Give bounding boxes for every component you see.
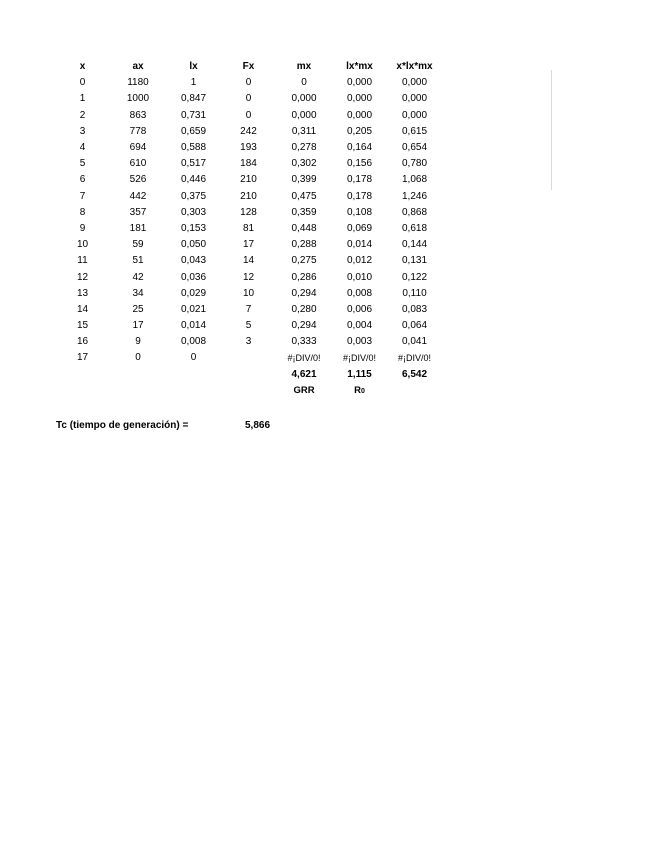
cell-mx[interactable]: 0,475 xyxy=(291,190,317,202)
cell-fx[interactable]: 128 xyxy=(240,206,257,218)
cell-fx[interactable]: 0 xyxy=(245,77,252,89)
cell-fx[interactable]: 14 xyxy=(242,255,255,267)
cell-lx-mx[interactable]: 0,000 xyxy=(346,77,373,89)
cell-lx-mx[interactable]: 0,108 xyxy=(346,206,373,218)
cell-lx[interactable]: 0,375 xyxy=(180,190,207,202)
cell-ax[interactable]: 34 xyxy=(132,287,144,299)
cell-x-lx-mx[interactable]: 0,083 xyxy=(401,303,428,315)
cell-x-lx-mx[interactable]: 0,000 xyxy=(401,93,428,105)
table-row xyxy=(55,108,442,124)
cell-mx[interactable]: 0,333 xyxy=(291,336,317,348)
table-row xyxy=(55,334,442,350)
cell-lx-mx[interactable]: 0,156 xyxy=(346,158,373,170)
total-mx[interactable]: 4,621 xyxy=(291,368,317,380)
cell-fx[interactable]: 242 xyxy=(240,125,257,137)
cell-fx[interactable]: 193 xyxy=(240,142,257,154)
table-body xyxy=(55,75,442,366)
cell-lx[interactable]: 0,043 xyxy=(180,255,207,267)
table-row xyxy=(55,140,442,156)
cell-x-lx-mx[interactable]: 0,131 xyxy=(401,255,428,267)
cell-lx-mx[interactable]: 0,012 xyxy=(346,255,373,267)
cell-fx[interactable]: 184 xyxy=(240,158,257,170)
cell-lx-mx[interactable]: 0,000 xyxy=(346,109,373,121)
table-row xyxy=(55,318,442,334)
cell-fx[interactable]: 17 xyxy=(242,239,255,251)
cell-lx[interactable]: 0,008 xyxy=(180,336,207,348)
cell-ax[interactable]: 9 xyxy=(135,336,141,348)
cell-ax[interactable]: 42 xyxy=(132,271,144,283)
cell-ax[interactable]: 778 xyxy=(129,125,147,137)
empty-cell[interactable] xyxy=(55,383,110,400)
cell-lx[interactable]: 0 xyxy=(190,352,197,364)
table-row xyxy=(55,124,442,140)
cell-mx[interactable]: 0,448 xyxy=(291,222,317,234)
cell-lx-mx[interactable]: 0,006 xyxy=(346,303,373,315)
cell-ax[interactable]: 694 xyxy=(129,142,147,154)
cell-x[interactable]: 6 xyxy=(79,174,86,186)
cell-ax[interactable]: 59 xyxy=(132,239,144,251)
cell-lx-mx[interactable]: 0,069 xyxy=(346,222,373,234)
cell-x-lx-mx[interactable]: 0,122 xyxy=(401,271,428,283)
r0-base: R xyxy=(354,384,361,396)
cell-mx[interactable]: 0,275 xyxy=(291,255,317,267)
cell-fx[interactable]: 210 xyxy=(240,190,257,202)
cell-lx[interactable]: 0,029 xyxy=(180,287,207,299)
cell-fx[interactable] xyxy=(221,350,276,366)
table-row xyxy=(55,156,442,172)
cell-x[interactable]: 10 xyxy=(76,239,89,251)
cell-x[interactable]: 3 xyxy=(79,125,86,137)
cell-lx-mx[interactable]: 0,178 xyxy=(346,174,373,186)
cell-lx-mx[interactable]: 0,004 xyxy=(346,320,373,332)
cell-mx[interactable]: 0 xyxy=(301,77,307,89)
cell-x[interactable]: 17 xyxy=(76,352,89,364)
cell-x-lx-mx[interactable]: 0,144 xyxy=(401,239,428,251)
table-row xyxy=(55,302,442,318)
cell-mx[interactable]: 0,311 xyxy=(291,125,317,137)
cell-mx[interactable]: 0,302 xyxy=(291,158,317,170)
totals-row xyxy=(55,367,442,383)
empty-cell[interactable] xyxy=(387,383,442,400)
cell-fx[interactable]: 210 xyxy=(240,174,257,186)
table-row xyxy=(55,91,442,107)
cell-fx[interactable]: 0 xyxy=(245,109,252,121)
header-lx[interactable]: lx xyxy=(189,61,198,73)
cell-x[interactable]: 5 xyxy=(79,158,86,170)
header-ax[interactable]: ax xyxy=(132,61,144,73)
cell-lx[interactable]: 0,446 xyxy=(180,174,207,186)
cell-mx[interactable]: 0,278 xyxy=(291,142,317,154)
cell-lx[interactable]: 0,050 xyxy=(180,239,207,251)
cell-ax[interactable]: 526 xyxy=(129,174,147,186)
cell-lx-mx[interactable]: 0,003 xyxy=(346,336,373,348)
cell-lx[interactable]: 0,588 xyxy=(180,142,207,154)
life-table xyxy=(55,59,442,400)
cell-x-lx-mx[interactable]: 1,246 xyxy=(401,190,428,202)
cell-x[interactable]: 0 xyxy=(79,77,86,89)
empty-cell[interactable] xyxy=(166,367,221,383)
cell-x-lx-mx[interactable]: 0,000 xyxy=(401,109,428,121)
cell-mx[interactable]: 0,000 xyxy=(291,109,317,121)
header-row xyxy=(55,59,442,75)
cell-x[interactable]: 2 xyxy=(79,109,86,121)
empty-cell[interactable] xyxy=(221,383,276,400)
cell-lx-mx[interactable]: 0,164 xyxy=(346,142,373,154)
table-row xyxy=(55,269,442,285)
total-x-lx-mx[interactable]: 6,542 xyxy=(401,368,428,380)
header-mx[interactable]: mx xyxy=(296,61,312,73)
table-row xyxy=(55,205,442,221)
table-row xyxy=(55,75,442,91)
cell-mx[interactable]: 0,294 xyxy=(291,287,317,299)
cell-lx[interactable]: 0,517 xyxy=(180,158,207,170)
header-lx-mx[interactable]: lx*mx xyxy=(346,61,373,73)
cell-ax[interactable]: 863 xyxy=(129,109,147,121)
table-row xyxy=(55,286,442,302)
cell-lx[interactable]: 0,847 xyxy=(180,93,207,105)
total-lx-mx[interactable]: 1,115 xyxy=(347,368,372,380)
cell-ax[interactable]: 1180 xyxy=(127,77,149,89)
cell-lx[interactable]: 0,153 xyxy=(180,222,207,234)
cell-fx[interactable]: 0 xyxy=(245,93,252,105)
r0-label[interactable] xyxy=(332,383,387,400)
table-row xyxy=(55,189,442,205)
empty-cell[interactable] xyxy=(110,383,166,400)
cell-lx-mx[interactable]: 0,178 xyxy=(346,190,373,202)
cell-x[interactable]: 16 xyxy=(76,336,89,348)
cell-x-lx-mx[interactable]: 0,615 xyxy=(401,125,428,137)
cell-mx[interactable]: #¡DIV/0! xyxy=(287,353,321,364)
empty-cell[interactable] xyxy=(166,383,221,400)
cell-x-lx-mx[interactable]: 0,064 xyxy=(401,320,428,332)
header-fx[interactable]: Fx xyxy=(242,61,255,73)
cell-x[interactable]: 8 xyxy=(79,206,86,218)
cell-ax[interactable]: 1000 xyxy=(126,93,150,105)
cell-mx[interactable]: 0,280 xyxy=(291,303,317,315)
header-x-lx-mx[interactable]: x*lx*mx xyxy=(396,61,433,73)
cell-ax[interactable]: 0 xyxy=(135,352,141,364)
table-row xyxy=(55,221,442,237)
cell-x-lx-mx[interactable]: 0,110 xyxy=(402,287,427,299)
cell-lx-mx[interactable]: 0,008 xyxy=(346,287,373,299)
cell-ax[interactable]: 610 xyxy=(129,158,147,170)
cell-ax[interactable]: 357 xyxy=(129,206,147,218)
empty-cell[interactable] xyxy=(55,367,110,383)
cell-x[interactable]: 15 xyxy=(76,320,89,332)
cell-mx[interactable]: 0,288 xyxy=(291,239,317,251)
cell-mx[interactable]: 0,000 xyxy=(291,93,317,105)
generation-time-label[interactable]: Tc (tiempo de generación) = xyxy=(56,420,189,431)
cell-fx[interactable]: 3 xyxy=(245,336,252,348)
cell-x-lx-mx[interactable]: 0,041 xyxy=(401,336,428,348)
cell-ax[interactable]: 181 xyxy=(129,222,147,234)
cell-lx-mx[interactable]: 0,010 xyxy=(346,271,373,283)
header-x[interactable]: x xyxy=(79,61,86,73)
cell-x[interactable]: 12 xyxy=(76,271,89,283)
cell-mx[interactable]: 0,294 xyxy=(291,320,317,332)
cell-fx[interactable]: 5 xyxy=(245,320,252,332)
cell-lx[interactable]: 0,014 xyxy=(180,320,207,332)
cell-x-lx-mx[interactable]: 0,618 xyxy=(401,222,428,234)
cell-lx[interactable]: 0,303 xyxy=(180,206,207,218)
cell-x[interactable]: 4 xyxy=(79,142,86,154)
cell-fx[interactable]: 12 xyxy=(242,271,255,283)
r0-subscript: 0 xyxy=(360,387,365,395)
cell-x[interactable]: 1 xyxy=(79,93,86,105)
generation-time-value[interactable]: 5,866 xyxy=(245,420,271,431)
cell-lx[interactable]: 1 xyxy=(190,77,197,89)
cell-lx[interactable]: 0,731 xyxy=(180,109,207,121)
cell-lx[interactable]: 0,036 xyxy=(180,271,207,283)
cell-fx[interactable]: 10 xyxy=(242,287,255,299)
cell-fx[interactable]: 7 xyxy=(245,303,252,315)
grr-label[interactable]: GRR xyxy=(293,385,315,397)
cell-x-lx-mx[interactable]: 0,780 xyxy=(401,158,428,170)
cell-ax[interactable]: 25 xyxy=(132,303,144,315)
table-row xyxy=(55,237,442,253)
cell-x-lx-mx[interactable]: 0,654 xyxy=(401,142,428,154)
empty-cell[interactable] xyxy=(110,367,166,383)
table-row xyxy=(55,350,442,366)
labels-row xyxy=(55,383,442,400)
cell-fx[interactable]: 81 xyxy=(242,222,255,234)
cell-x-lx-mx[interactable]: #¡DIV/0! xyxy=(397,353,431,364)
cell-x-lx-mx[interactable]: 1,068 xyxy=(401,174,428,186)
cell-ax[interactable]: 17 xyxy=(132,320,144,332)
cell-lx-mx[interactable]: 0,000 xyxy=(346,93,373,105)
cell-x[interactable]: 14 xyxy=(76,303,89,315)
cell-x[interactable]: 13 xyxy=(76,287,89,299)
cell-mx[interactable]: 0,399 xyxy=(291,174,317,186)
cell-x[interactable]: 11 xyxy=(77,255,88,267)
cell-ax[interactable]: 51 xyxy=(132,255,144,267)
table-row xyxy=(55,253,442,269)
cell-mx[interactable]: 0,359 xyxy=(291,206,317,218)
cell-x[interactable]: 7 xyxy=(79,190,86,202)
column-divider-line xyxy=(551,70,552,190)
empty-cell[interactable] xyxy=(221,367,276,383)
cell-lx[interactable]: 0,021 xyxy=(180,303,207,315)
cell-lx-mx[interactable]: #¡DIV/0! xyxy=(342,353,376,364)
cell-lx[interactable]: 0,659 xyxy=(180,125,207,137)
cell-mx[interactable]: 0,286 xyxy=(291,271,317,283)
cell-lx-mx[interactable]: 0,014 xyxy=(346,239,373,251)
cell-lx-mx[interactable]: 0,205 xyxy=(346,125,373,137)
cell-ax[interactable]: 442 xyxy=(129,190,147,202)
cell-x[interactable]: 9 xyxy=(79,222,86,234)
cell-x-lx-mx[interactable]: 0,000 xyxy=(401,77,428,89)
table-row xyxy=(55,172,442,188)
cell-x-lx-mx[interactable]: 0,868 xyxy=(401,206,428,218)
